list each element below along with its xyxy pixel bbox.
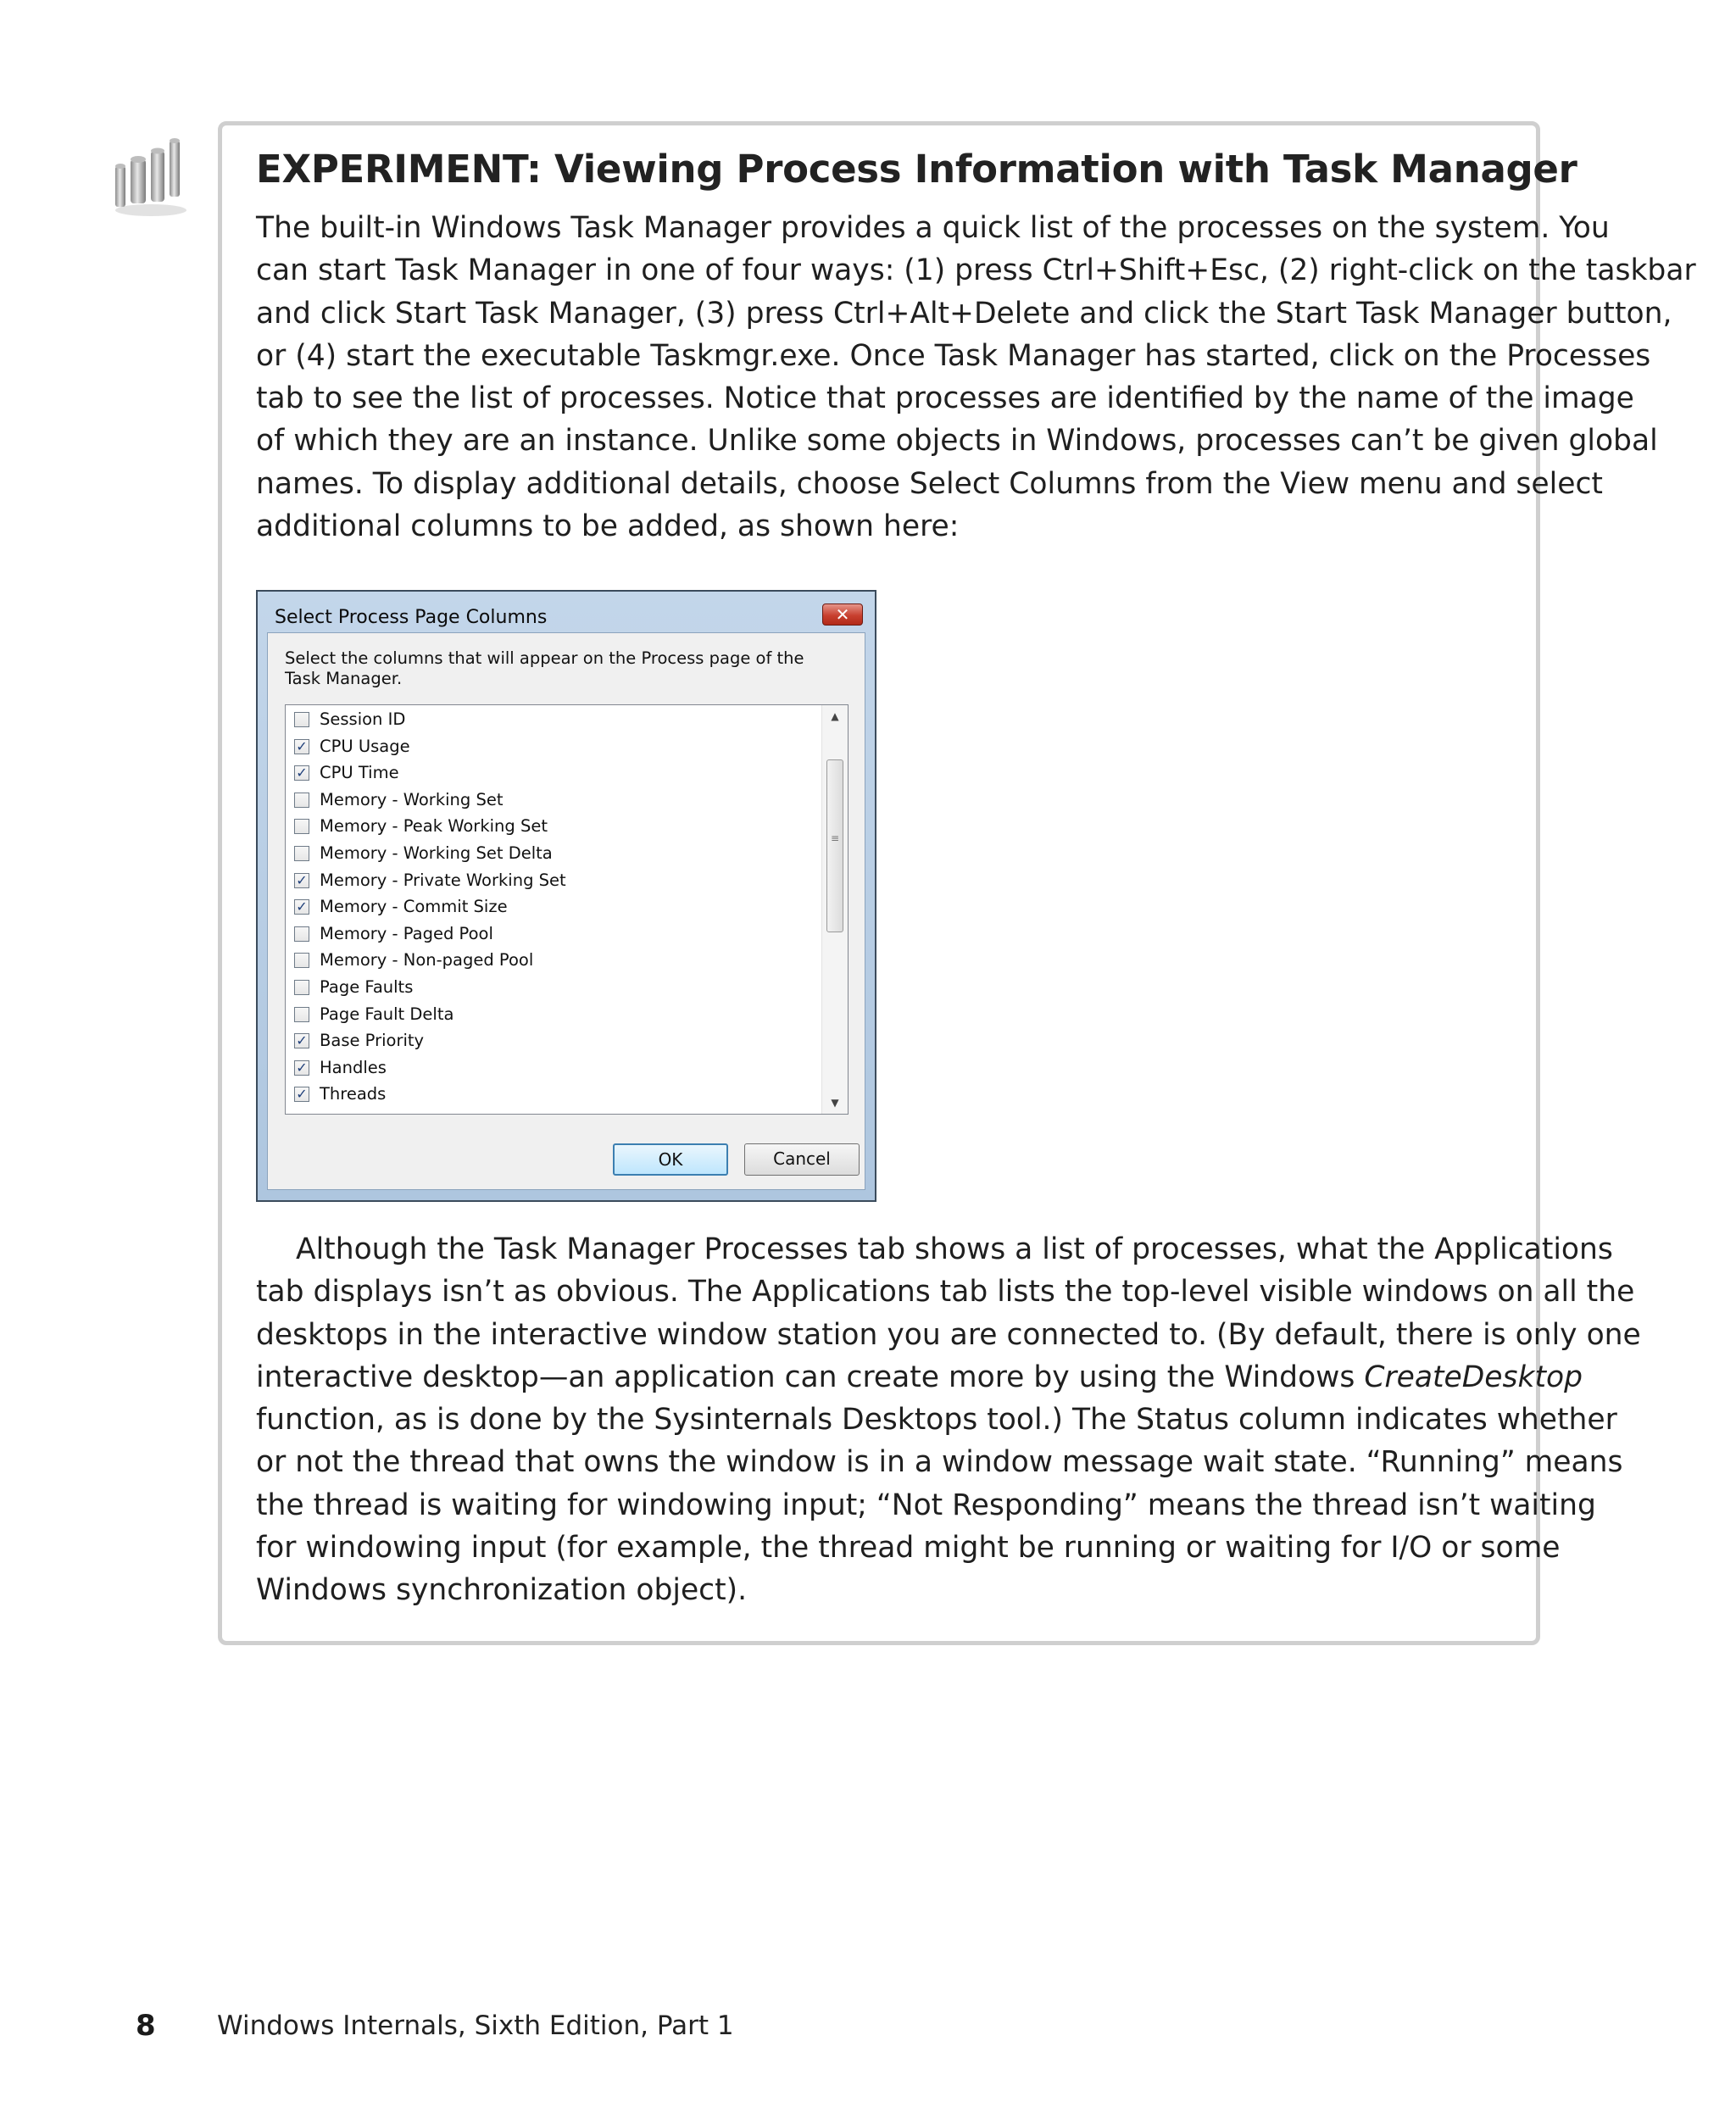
- columns-checklist[interactable]: [285, 704, 849, 1115]
- grip-icon: ≡: [830, 832, 840, 844]
- column-option-item[interactable]: [294, 1030, 803, 1054]
- text-line: additional columns to be added, as shown here:: [256, 509, 960, 544]
- text-line: or (4) start the executable Taskmgr.exe. Once Task Manager has started, click on the Processes: [256, 338, 1651, 373]
- text-line: the thread is waiting for windowing input; “Not Responding” means the thread isn’t waiting: [256, 1488, 1596, 1522]
- column-option-item[interactable]: [294, 923, 803, 947]
- text-line: for windowing input (for example, the thread might be running or waiting for I/O or some: [256, 1531, 1561, 1566]
- checked-checkbox-icon[interactable]: ✓: [294, 1087, 309, 1102]
- text-line: names. To display additional details, choose Select Columns from the View menu and select: [256, 466, 1603, 501]
- experiment-beakers-icon: [108, 136, 193, 220]
- experiment-title: EXPERIMENT: Viewing Process Information with Task Manager: [256, 147, 1577, 192]
- column-option-item[interactable]: [294, 789, 803, 813]
- text-line-part: interactive desktop—an application can create more by using the Windows: [256, 1360, 1365, 1394]
- checked-checkbox-icon[interactable]: ✓: [294, 1060, 309, 1076]
- experiment-body-paragraph: [256, 1228, 1641, 1612]
- column-option-item[interactable]: [294, 949, 803, 973]
- scroll-up-arrow-icon[interactable]: ▲: [831, 710, 839, 722]
- dialog-instruction: Select the columns that will appear on the Process page of the Task Manager.: [285, 648, 804, 688]
- experiment-intro-paragraph: [256, 207, 1696, 548]
- unchecked-checkbox-icon[interactable]: [294, 712, 309, 727]
- cancel-button[interactable]: Cancel: [744, 1143, 860, 1176]
- column-option-label: Memory - Non-paged Pool: [320, 950, 534, 971]
- running-footer-title: Windows Internals, Sixth Edition, Part 1: [217, 2011, 734, 2041]
- text-line: tab to see the list of processes. Notice that processes are identified by the name of the image: [256, 381, 1634, 416]
- column-option-item[interactable]: [294, 762, 803, 786]
- text-line: of which they are an instance. Unlike some objects in Windows, processes can’t be given global: [256, 424, 1658, 459]
- column-option-item[interactable]: [294, 815, 803, 839]
- column-option-label: Base Priority: [320, 1031, 425, 1051]
- checked-checkbox-icon[interactable]: ✓: [294, 899, 309, 915]
- text-line: Windows synchronization object).: [256, 1573, 748, 1608]
- text-line: and click Start Task Manager, (3) press Ctrl+Alt+Delete and click the Start Task Manager button,: [256, 296, 1672, 331]
- column-option-item[interactable]: [294, 896, 803, 920]
- text-line: [256, 1356, 1583, 1399]
- column-option-label: Memory - Working Set Delta: [320, 843, 553, 863]
- column-option-label: Memory - Paged Pool: [320, 923, 493, 943]
- unchecked-checkbox-icon[interactable]: [294, 953, 309, 968]
- column-option-label: Page Fault Delta: [320, 1004, 454, 1024]
- column-option-item[interactable]: [294, 1083, 803, 1107]
- column-option-label: Threads: [320, 1084, 387, 1104]
- dialog-client-area: [267, 632, 865, 1190]
- column-option-item[interactable]: [294, 870, 803, 893]
- page-number: 8: [136, 2009, 156, 2043]
- text-line: The built-in Windows Task Manager provides a quick list of the processes on the system. You: [256, 211, 1610, 245]
- text-line: can start Task Manager in one of four ways: (1) press Ctrl+Shift+Esc, (2) right-click on the taskbar: [256, 253, 1696, 288]
- api-name-emphasis: CreateDesktop: [1364, 1360, 1583, 1394]
- column-option-label: Page Faults: [320, 977, 414, 997]
- dialog-title: Select Process Page Columns: [275, 607, 548, 628]
- ok-button[interactable]: OK: [613, 1143, 728, 1176]
- list-scrollbar[interactable]: [821, 705, 848, 1114]
- text-line: tab displays isn’t as obvious. The Applications tab lists the top-level visible windows on all the: [256, 1275, 1635, 1310]
- column-option-label: CPU Usage: [320, 736, 410, 756]
- column-option-label: Session ID: [320, 709, 406, 729]
- close-icon[interactable]: ✕: [822, 603, 863, 626]
- unchecked-checkbox-icon[interactable]: [294, 980, 309, 995]
- select-columns-dialog: [256, 590, 876, 1202]
- text-line: or not the thread that owns the window is in a window message wait state. “Running” means: [256, 1445, 1623, 1480]
- checked-checkbox-icon[interactable]: ✓: [294, 739, 309, 754]
- column-option-item[interactable]: [294, 843, 803, 866]
- column-option-item[interactable]: [294, 1004, 803, 1027]
- column-option-label: Memory - Private Working Set: [320, 870, 566, 890]
- column-option-item[interactable]: [294, 736, 803, 759]
- column-option-label: Memory - Working Set: [320, 789, 504, 809]
- text-line: function, as is done by the Sysinternals Desktops tool.) The Status column indicates whether: [256, 1403, 1617, 1438]
- unchecked-checkbox-icon[interactable]: [294, 1007, 309, 1022]
- unchecked-checkbox-icon[interactable]: [294, 819, 309, 834]
- column-option-item[interactable]: [294, 976, 803, 1000]
- unchecked-checkbox-icon[interactable]: [294, 846, 309, 861]
- column-option-item[interactable]: [294, 709, 803, 732]
- text-line: Although the Task Manager Processes tab shows a list of processes, what the Applications: [296, 1232, 1613, 1266]
- column-option-label: Memory - Commit Size: [320, 897, 508, 917]
- checked-checkbox-icon[interactable]: ✓: [294, 873, 309, 888]
- unchecked-checkbox-icon[interactable]: [294, 793, 309, 808]
- column-option-label: Memory - Peak Working Set: [320, 816, 548, 837]
- text-line: desktops in the interactive window station you are connected to. (By default, there is only one: [256, 1317, 1641, 1352]
- column-option-item[interactable]: [294, 1057, 803, 1081]
- column-option-label: Handles: [320, 1057, 387, 1077]
- checked-checkbox-icon[interactable]: ✓: [294, 1033, 309, 1048]
- scroll-thumb[interactable]: [826, 759, 843, 932]
- checked-checkbox-icon[interactable]: ✓: [294, 765, 309, 781]
- unchecked-checkbox-icon[interactable]: [294, 926, 309, 942]
- scroll-down-arrow-icon[interactable]: ▼: [831, 1097, 839, 1109]
- column-option-label: CPU Time: [320, 763, 399, 783]
